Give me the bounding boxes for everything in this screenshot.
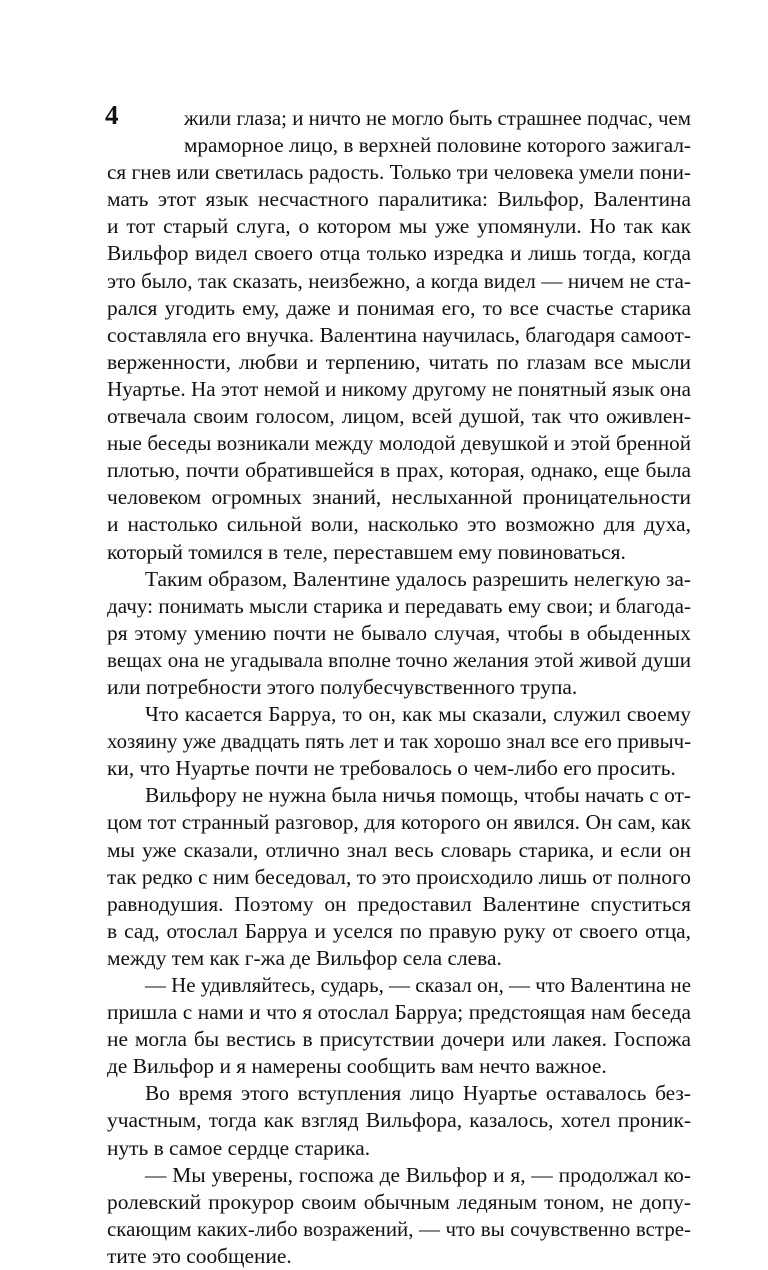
text-line: не могла бы вестись в присутствии дочери или лакея. Госпожа: [107, 1027, 691, 1052]
text-line: дачу: понимать мысли старика и передавать ему свои; и благода-: [107, 593, 691, 618]
text-line: человеком огромных знаний, неслыханной проницательности: [107, 485, 691, 510]
text-line: ные беседы возникали между молодой девушкой и этой бренной: [107, 431, 691, 456]
text-line: ки, что Нуартье почти не требовалось о чем-либо его просить.: [107, 756, 676, 781]
text-line: Таким образом, Валентине удалось разрешить нелегкую за-: [145, 566, 691, 591]
text-line: ся гнев или светилась радость. Только три человека умели пони-: [107, 160, 691, 185]
text-line: жили глаза; и ничто не могло быть страшнее подчас, чем: [184, 106, 692, 130]
text-line: — Не удивляйтесь, сударь, — сказал он, — что Валентина не: [145, 973, 691, 997]
text-line: равнодушия. Поэтому он предоставил Валентине спуститься: [107, 891, 691, 916]
text-line: или потребности этого полубесчувственного трупа.: [107, 674, 578, 699]
text-line: тите это сообщение.: [107, 1243, 292, 1268]
text-line: и тот старый слуга, о котором мы уже упомянули. Но так как: [107, 214, 691, 239]
text-line: отвечала своим голосом, лицом, всей душой, так что оживлен-: [107, 404, 691, 429]
text-line: Нуартье. На этот немой и никому другому не понятный язык она: [107, 376, 691, 401]
text-line: скающим каких-либо возражений, — что вы сочувственно встре-: [107, 1216, 691, 1241]
text-line: участным, тогда как взгляд Вильфора, казалось, хотел проник-: [107, 1108, 691, 1133]
text-line: плотью, почти обратившейся в прах, которая, однако, еще была: [107, 458, 691, 483]
text-line: пришла с нами и что я отослал Барруа; предстоящая нам беседа: [107, 1000, 691, 1025]
text-line: который томился в теле, переставшем ему повиноваться.: [107, 539, 626, 564]
text-line: мраморное лицо, в верхней половине которого зажигал-: [184, 133, 691, 158]
text-line: Во время этого вступления лицо Нуартье оставалось без-: [145, 1081, 691, 1106]
text-line: Вильфору не нужна была ничья помощь, чтобы начать с от-: [145, 783, 691, 808]
text-line: мы уже сказали, отлично знал весь словарь старика, и если он: [107, 837, 691, 862]
text-line: верженности, любви и терпению, читать по глазам все мысли: [107, 349, 691, 374]
text-line: цом тот странный разговор, для которого он явился. Он сам, как: [107, 810, 691, 835]
text-line: де Вильфор и я намерены сообщить вам нечто важное.: [107, 1054, 607, 1079]
text-line: между тем как г-жа де Вильфор села слева.: [107, 945, 502, 970]
page-number: 4: [105, 100, 119, 130]
text-line: нуть в самое сердце старика.: [107, 1135, 371, 1160]
text-line: в сад, отослал Барруа и уселся по правую руку от своего отца,: [107, 918, 691, 943]
text-line: так редко с ним беседовал, то это происходило лишь от полного: [107, 864, 691, 889]
text-line: Вильфор видел своего отца только изредка и лишь тогда, когда: [107, 241, 691, 266]
text-line: мать этот язык несчастного паралитика: Вильфор, Валентина: [107, 187, 691, 212]
text-line: составляла его внучка. Валентина научилась, благодаря самоот-: [107, 322, 691, 347]
text-line: вещах она не угадывала вполне точно желания этой живой души: [107, 647, 691, 672]
text-line: ря этому умению почти не бывало случая, чтобы в обыденных: [107, 620, 691, 645]
text-line: хозяину уже двадцать пять лет и так хорошо знал все его привыч-: [107, 730, 691, 754]
text-line: — Мы уверены, госпожа де Вильфор и я, — продолжал ко-: [145, 1162, 691, 1187]
body-text: [107, 105, 691, 1270]
text-line: это было, так сказать, неизбежно, а когда видел — ничем не ста-: [107, 268, 691, 293]
text-line: ролевский прокурор своим обычным ледяным тоном, не допу-: [107, 1189, 691, 1214]
text-line: Что касается Барруа, то он, как мы сказали, служил своему: [145, 702, 691, 727]
text-line: и настолько сильной воли, насколько это возможно для духа,: [107, 512, 691, 537]
text-line: рался угодить ему, даже и понимая его, то все счастье старика: [107, 295, 691, 320]
